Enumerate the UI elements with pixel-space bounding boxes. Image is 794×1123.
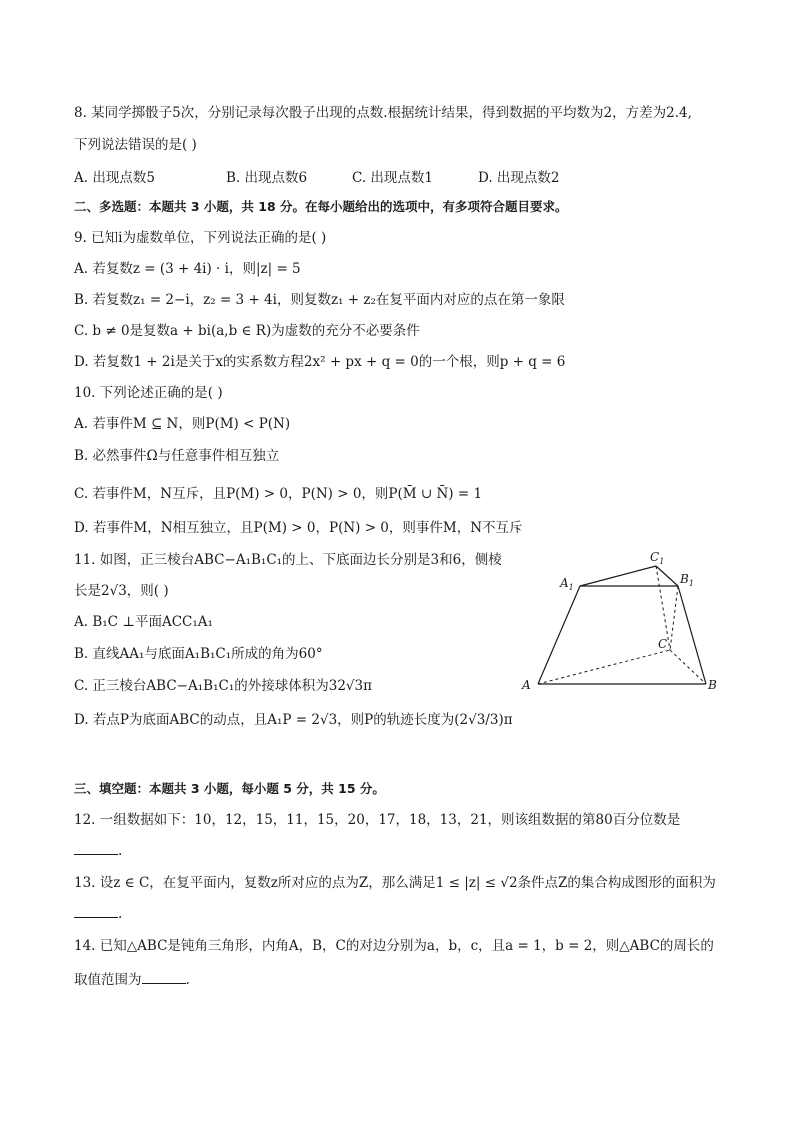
q12-stem: 12. 一组数据如下：10，12，15，11，15，20，17，18，13，21，则该组数据的第80百分位数是 (74, 812, 681, 828)
q8-option-b: B. 出现点数6 (226, 170, 308, 186)
q11-option-b: B. 直线AA₁与底面A₁B₁C₁所成的角为60° (74, 646, 323, 662)
q10-option-c: C. 若事件M，N互斥，且P(M) > 0，P(N) > 0，则P(M̄ ∪ N̄) = 1 (74, 486, 483, 502)
q14-answer-line (74, 968, 190, 988)
q11-stem-line1: 11. 如图，正三棱台ABC−A₁B₁C₁的上、下底面边长分别是3和6，侧棱 (74, 552, 502, 568)
q11-option-d: D. 若点P为底面ABC的动点，且A₁P = 2√3，则P的轨迹长度为(2√3/3)π (74, 712, 513, 728)
q14-stem: 14. 已知△ABC是钝角三角形，内角A，B，C的对边分别为a，b，c，且a = 1，b = 2，则△ABC的周长的 (74, 938, 714, 954)
q12-answer-blank[interactable] (74, 840, 118, 855)
q9-option-b: B. 若复数z₁ = 2−i，z₂ = 3 + 4i，则复数z₁ + z₂在复平面内对应的点在第一象限 (74, 292, 565, 308)
q13-answer-line (74, 903, 122, 922)
q14-answer-blank[interactable] (142, 969, 186, 984)
label-c1: $C_1$ (650, 550, 665, 566)
label-a: A (522, 678, 531, 692)
q9-option-c: C. b ≠ 0是复数a + bi(a,b ∈ R)为虚数的充分不必要条件 (74, 323, 420, 339)
section-multiple-choice-heading: 二、多选题：本题共 3 小题，共 18 分。在每小题给出的选项中，有多项符合题目要求。 (74, 199, 568, 214)
q8-stem-line1: 8. 某同学掷骰子5次，分别记录每次骰子出现的点数.根据统计结果，得到数据的平均数为2，方差为2.4, (74, 105, 692, 121)
edge-b-b1 (678, 586, 706, 684)
q10-option-b: B. 必然事件Ω与任意事件相互独立 (74, 448, 280, 464)
label-a1: $A_1$ (560, 576, 574, 592)
q9-option-d: D. 若复数1 + 2i是关于x的实系数方程2x² + px + q = 0的一个根，则p + q = 6 (74, 354, 566, 370)
edge-a1-c1 (580, 566, 656, 586)
q9-option-a: A. 若复数z = (3 + 4i) · i，则|z| = 5 (74, 261, 301, 277)
q12-period: . (118, 843, 123, 859)
label-b: B (708, 678, 717, 692)
q9-stem: 9. 已知i为虚数单位，下列说法正确的是( ) (74, 230, 327, 246)
edge-c1-b1 (656, 566, 678, 586)
q14-period: . (185, 972, 190, 988)
q8-option-a: A. 出现点数5 (74, 170, 155, 186)
label-b1: $B_1$ (680, 572, 694, 588)
q11-option-a: A. B₁C ⊥平面ACC₁A₁ (74, 614, 213, 630)
edge-a-c (538, 650, 670, 684)
q14-range-label: 取值范围为 (74, 972, 142, 988)
q8-option-c: C. 出现点数1 (352, 170, 434, 186)
label-c: C (658, 637, 668, 651)
q8-stem-line2: 下列说法错误的是( ) (74, 137, 197, 153)
q10-option-d: D. 若事件M，N相互独立，且P(M) > 0，P(N) > 0，则事件M，N不互斥 (74, 520, 523, 536)
frustum-figure (516, 546, 726, 696)
q12-answer-line (74, 840, 122, 859)
section-fill-in-heading: 三、填空题：本题共 3 小题，每小题 5 分，共 15 分。 (74, 781, 385, 796)
q13-stem: 13. 设z ∈ C，在复平面内，复数z所对应的点为Z，那么满足1 ≤ |z| ≤ √2条件点Z的集合构成图形的面积为 (74, 875, 716, 891)
edge-b1-c (670, 586, 678, 650)
q13-period: . (118, 906, 123, 922)
q10-stem: 10. 下列论述正确的是( ) (74, 385, 223, 401)
edge-a-a1 (538, 586, 580, 684)
q11-stem-line2: 长是2√3，则( ) (74, 583, 169, 599)
q13-answer-blank[interactable] (74, 903, 118, 918)
q11-option-c: C. 正三棱台ABC−A₁B₁C₁的外接球体积为32√3π (74, 678, 372, 694)
q8-option-d: D. 出现点数2 (478, 170, 560, 186)
q10-option-a: A. 若事件M ⊆ N，则P(M) < P(N) (74, 416, 291, 432)
